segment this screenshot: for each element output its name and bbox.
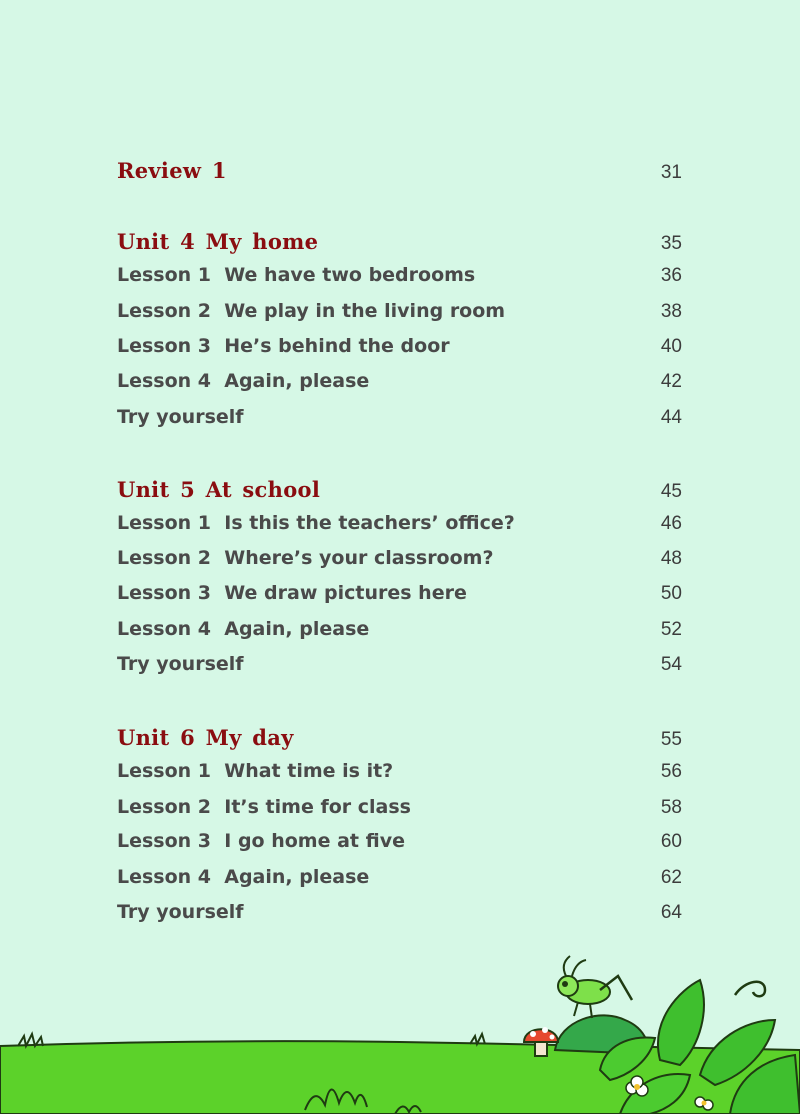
lesson-page-number: 38: [660, 301, 682, 322]
toc-entry-try-yourself[interactable]: [117, 653, 682, 676]
toc-entry-lesson[interactable]: [117, 300, 682, 323]
review-page-number: 31: [660, 162, 682, 183]
lesson-label: Lesson 3 He’s behind the door: [117, 335, 450, 357]
toc-entry-review[interactable]: [117, 158, 682, 184]
toc-entry-lesson[interactable]: [117, 796, 682, 819]
toc-entry-try-yourself[interactable]: [117, 406, 682, 429]
toc-entry-lesson[interactable]: [117, 830, 682, 853]
review-title: Review 1: [117, 158, 227, 183]
lesson-label: Lesson 3 I go home at five: [117, 830, 405, 852]
lesson-label: Lesson 4 Again, please: [117, 618, 370, 640]
lesson-label: Lesson 1 Is this the teachers’ office?: [117, 512, 515, 534]
toc-entry-lesson[interactable]: [117, 582, 682, 605]
toc-entry-lesson[interactable]: [117, 512, 682, 535]
lesson-label: Lesson 2 We play in the living room: [117, 300, 506, 322]
lesson-page-number: 36: [660, 265, 682, 286]
lesson-label: Lesson 1 We have two bedrooms: [117, 264, 476, 286]
grass-illustration: [0, 950, 800, 1114]
lesson-label: Try yourself: [117, 653, 244, 675]
grasshopper-icon: [558, 956, 632, 1018]
lesson-page-number: 44: [660, 407, 682, 428]
lesson-page-number: 48: [660, 548, 682, 569]
lesson-page-number: 62: [660, 867, 682, 888]
lesson-label: Lesson 2 Where’s your classroom?: [117, 547, 494, 569]
lesson-page-number: 46: [660, 513, 682, 534]
toc-entry-unit-5[interactable]: [117, 477, 682, 503]
lesson-label: Lesson 2 It’s time for class: [117, 796, 411, 818]
lesson-page-number: 50: [660, 583, 682, 604]
unit-title: Unit 5 At school: [117, 477, 321, 502]
lesson-page-number: 60: [660, 831, 682, 852]
toc-entry-try-yourself[interactable]: [117, 901, 682, 924]
lesson-page-number: 56: [660, 761, 682, 782]
lesson-page-number: 54: [660, 654, 682, 675]
toc-entry-lesson[interactable]: [117, 264, 682, 287]
toc-entry-lesson[interactable]: [117, 547, 682, 570]
lesson-page-number: 58: [660, 797, 682, 818]
toc-entry-lesson[interactable]: [117, 370, 682, 393]
lesson-page-number: 64: [660, 902, 682, 923]
lesson-page-number: 42: [660, 371, 682, 392]
unit-page-number: 55: [660, 729, 682, 750]
unit-title: Unit 4 My home: [117, 229, 319, 254]
unit-title: Unit 6 My day: [117, 725, 294, 750]
toc-entry-unit-6[interactable]: [117, 725, 682, 751]
lesson-label: Lesson 4 Again, please: [117, 370, 370, 392]
toc-entry-lesson[interactable]: [117, 335, 682, 358]
lesson-label: Lesson 4 Again, please: [117, 866, 370, 888]
unit-page-number: 35: [660, 233, 682, 254]
lesson-label: Try yourself: [117, 406, 244, 428]
lesson-label: Lesson 1 What time is it?: [117, 760, 394, 782]
toc-entry-unit-4[interactable]: [117, 229, 682, 255]
toc-entry-lesson[interactable]: [117, 618, 682, 641]
toc-entry-lesson[interactable]: [117, 866, 682, 889]
lesson-label: Lesson 3 We draw pictures here: [117, 582, 467, 604]
toc-entry-lesson[interactable]: [117, 760, 682, 783]
unit-page-number: 45: [660, 481, 682, 502]
lesson-page-number: 52: [660, 619, 682, 640]
lesson-label: Try yourself: [117, 901, 244, 923]
lesson-page-number: 40: [660, 336, 682, 357]
